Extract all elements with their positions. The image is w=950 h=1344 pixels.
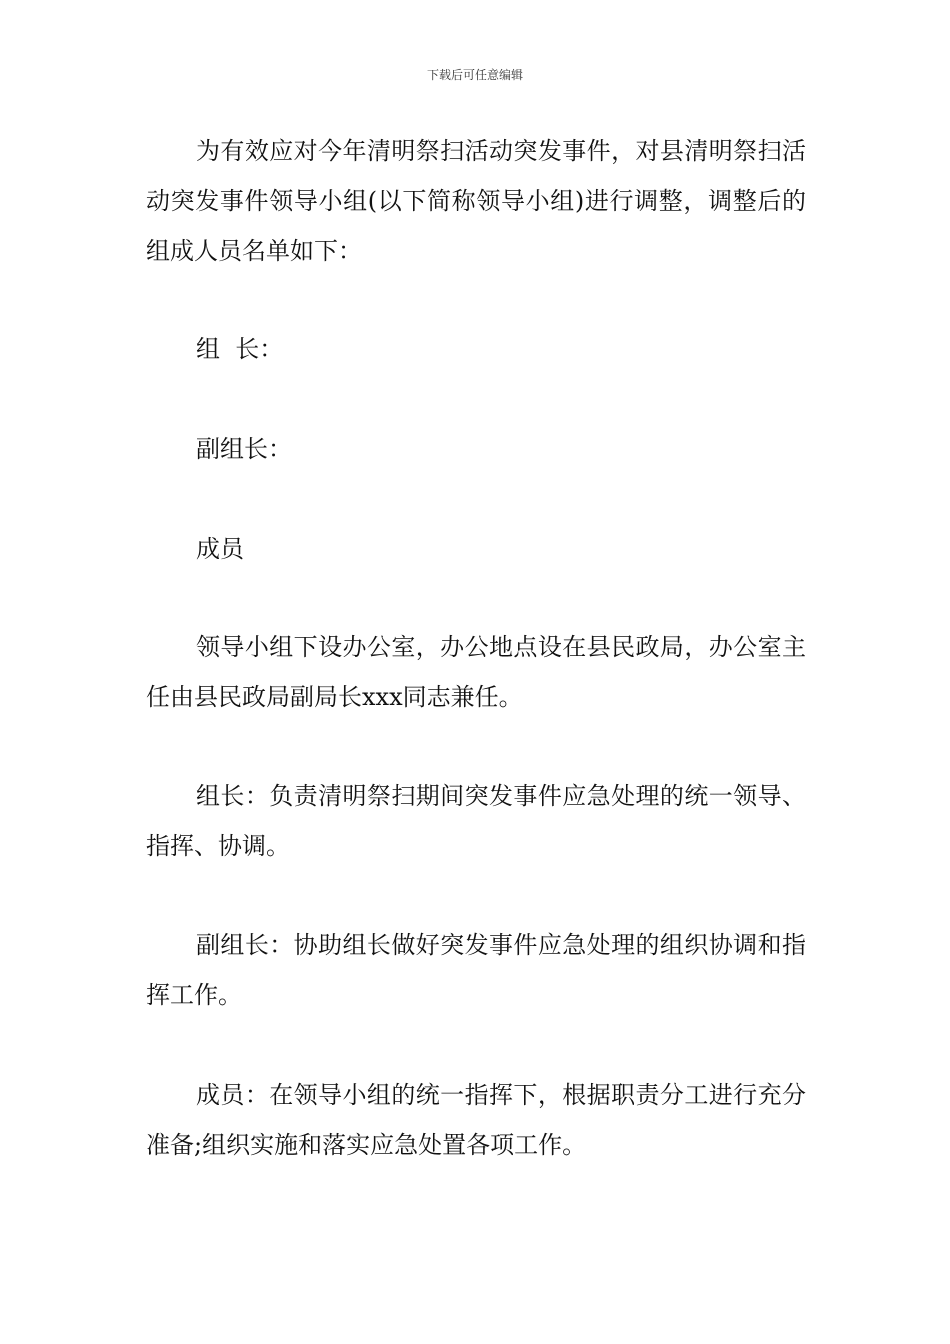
members-line: 成员 <box>196 535 244 563</box>
intro-paragraph: 为有效应对今年清明祭扫活动突发事件，对县清明祭扫活动突发事件领导小组(以下简称领导小组)进行调整，调整后的组成人员名单如下： <box>146 137 806 265</box>
members-duty-paragraph: 成员：在领导小组的统一指挥下，根据职责分工进行充分准备;组织实施和落实应急处置各项工作。 <box>146 1081 806 1159</box>
office-paragraph: 领导小组下设办公室，办公地点设在县民政局，办公室主任由县民政局副局长xxx同志兼任。 <box>146 633 806 711</box>
leader-duty-paragraph: 组长：负责清明祭扫期间突发事件应急处理的统一领导、指挥、协调。 <box>146 782 806 860</box>
deputy-duty-paragraph: 副组长：协助组长做好突发事件应急处理的组织协调和指挥工作。 <box>146 931 806 1009</box>
header-note: 下载后可任意编辑 <box>426 68 523 82</box>
deputy-leader-line: 副组长： <box>196 435 292 463</box>
leader-line: 组 长： <box>196 335 284 363</box>
